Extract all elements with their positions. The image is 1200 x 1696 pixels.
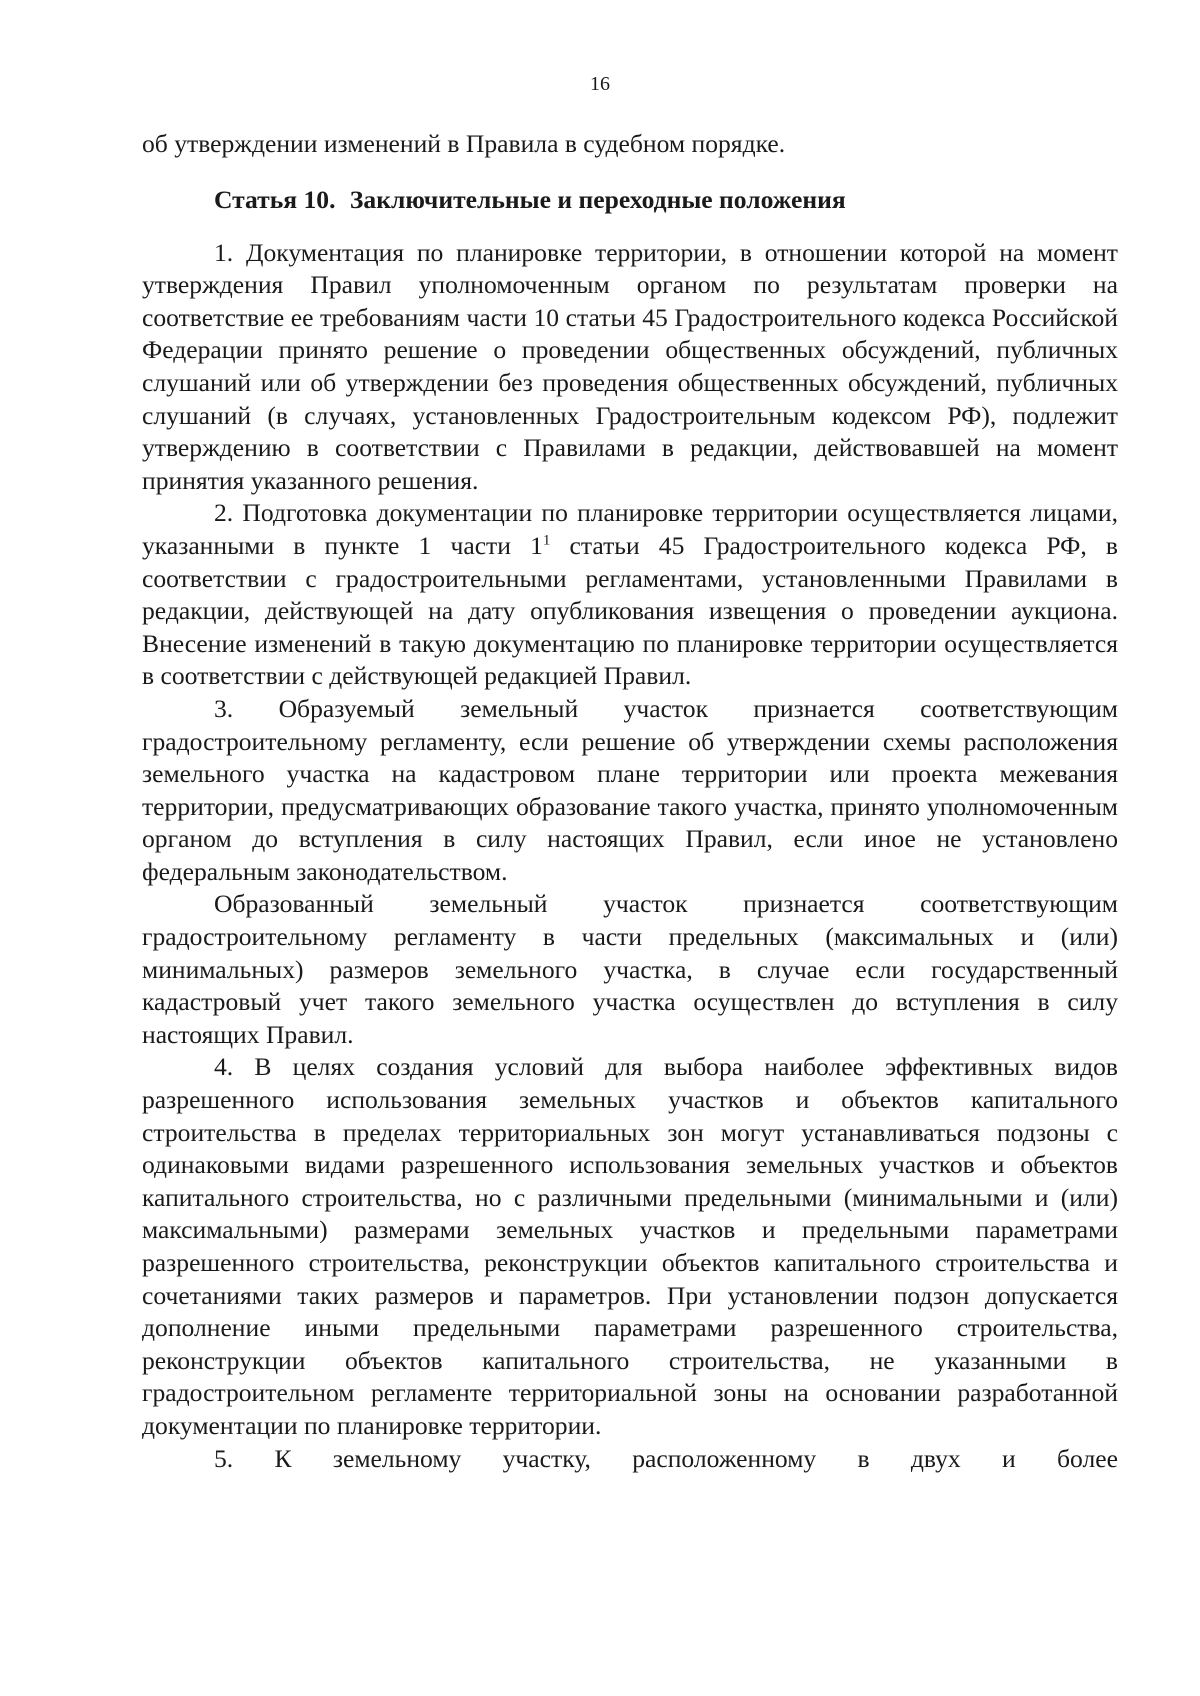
paragraph-2-superscript: 1 xyxy=(542,532,551,549)
article-heading xyxy=(142,185,1118,215)
continuation-text: об утверждении изменений в Правила в судебном порядке. xyxy=(142,129,786,158)
document-body xyxy=(142,128,1118,1475)
paragraph-2-part-1: 2. Подготовка документации по планировке территории осуществляется лицами, указанными в пункте 1 части 1 xyxy=(142,498,1118,560)
paragraph-2 xyxy=(142,497,1118,693)
article-title: Заключительные и переходные положения xyxy=(349,184,846,214)
page-number: 16 xyxy=(590,73,610,95)
paragraph-2-part-2: статьи 45 Градостроительного кодекса РФ, в соответствии с градостроительными регламентами, установленными Правилами в редакции, действующей на дату опубликования извещения о проведении аукциона. Внесение изменений в такую документацию по планировке территории осуществляется в соответствии с действующей редакцией Правил. xyxy=(142,530,1118,691)
paragraph-3: 3. Образуемый земельный участок признается соответствующим градостроительному регламенту, если решение об утверждении схемы расположения земельного участка на кадастровом плане территории или проекта межевания территории, предусматривающих образование такого участка, принято уполномоченным органом до вступления в силу настоящих Правил, если иное не установлено федеральным законодательством. xyxy=(142,693,1118,886)
paragraph-3-continued: Образованный земельный участок признается соответствующим градостроительному регламенту в части предельных (максимальных и (или) минимальных) размеров земельного участка, в случае если государственный кадастровый учет такого земельного участка осуществлен до вступления в силу настоящих Правил. xyxy=(142,889,1118,1049)
paragraph-4: 4. В целях создания условий для выбора наиболее эффективных видов разрешенного использования земельных участков и объектов капитального строительства в пределах территориальных зон могут устанавливаться подзоны с одинаковыми видами разрешенного использования земельных участков и объектов капитального строительства, но с различными предельными (минимальными и (или) максимальными) размерами земельных участков и предельными параметрами разрешенного строительства, реконструкции объектов капитального строительства и сочетаниями таких размеров и параметров. При установлении подзон допускается дополнение иными предельными параметрами разрешенного строительства, реконструкции объектов капитального строительства, не указанными в градостроительном регламенте территориальной зоны на основании разработанной документации по планировке территории. xyxy=(142,1052,1118,1440)
paragraph-5: 5. К земельному участку, расположенному в двух и более xyxy=(214,1443,1118,1473)
paragraph-1: 1. Документация по планировке территории, в отношении которой на момент утверждения Правил уполномоченным органом по результатам проверки на соответствие ее требованиям части 10 статьи 45 Градостроительного кодекса Российской Федерации принято решение о проведении общественных обсуждений, публичных слушаний или об утверждении без проведения общественных обсуждений, публичных слушаний (в случаях, установленных Градостроительным кодексом РФ), подлежит утверждению в соответствии с Правилами в редакции, действовавшей на момент принятия указанного решения. xyxy=(142,237,1118,495)
article-label: Статья 10. xyxy=(214,184,336,214)
